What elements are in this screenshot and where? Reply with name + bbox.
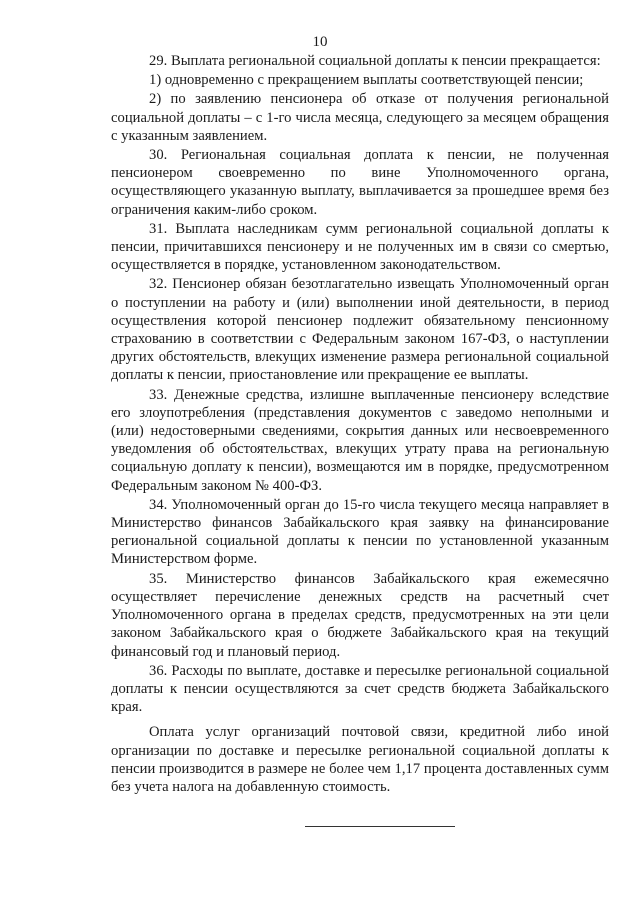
paragraph-33: 33. Денежные средства, излишне выплаченные пенсионеру вследствие его злоупотребления (представления документов с заведомо неполными и (или) недостоверными сведениями, сокрытия данных или несвоевременного уведомления об обстоятельствах, влекущих утрату права на региональную социальную доплату к пенсии), возмещаются им в порядке, предусмотренном Федеральным законом № 400-ФЗ. — [111, 386, 609, 494]
paragraph-29: 29. Выплата региональной социальной доплаты к пенсии прекращается: — [149, 53, 601, 69]
paragraph-35: 35. Министерство финансов Забайкальского края ежемесячно осуществляет перечисление денежных средств на расчетный счет Уполномоченного органа в пределах средств, предусмотренных на эти цели законом Забайкальского края о бюджете Забайкальского края на текущий финансовый год и плановый период. — [111, 570, 609, 660]
paragraph-30: 30. Региональная социальная доплата к пенсии, не полученная пенсионером своевременно по вине Уполномоченного органа, осуществляющего указанную выплату, выплачивается за прошедшее время без ограничения каким-либо сроком. — [111, 147, 609, 218]
paragraph-31: 31. Выплата наследникам сумм региональной социальной доплаты к пенсии, причитавшихся пенсионеру и не полученных им в связи со смертью, осуществляется в порядке, установленном законодательством. — [111, 220, 609, 274]
document-body — [111, 52, 609, 796]
paragraph-32: 32. Пенсионер обязан безотлагательно извещать Уполномоченный орган о поступлении на работу и (или) выполнении иной деятельности, в период осуществления которой пенсионер подлежит обязательному пенсионному страхованию в соответствии с Федеральным законом 167-ФЗ, о наступлении других обстоятельств, влекущих изменение размера региональной социальной доплаты к пенсии, приостановление или прекращение ее выплаты. — [111, 276, 609, 384]
paragraph-34: 34. Уполномоченный орган до 15-го числа текущего месяца направляет в Министерство финансов Забайкальского края заявку на финансирование региональной социальной доплаты к пенсии по установленной указанным Министерством форме. — [111, 496, 609, 568]
paragraph-36-payment: Оплата услуг организаций почтовой связи, кредитной либо иной организации по доставке и пересылке региональной социальной доплаты к пенсии производится в размере не более чем 1,17 процента доставленных сумм без учета налога на добавленную стоимость. — [111, 724, 609, 795]
paragraph-29-item-2: 2) по заявлению пенсионера об отказе от получения региональной социальной доплаты – с 1-го числа месяца, следующего за месяцем обращения с указанным заявлением. — [111, 91, 609, 144]
paragraph-29-item-1: 1) одновременно с прекращением выплаты соответствующей пенсии; — [149, 72, 584, 89]
end-of-document-line — [305, 826, 455, 827]
paragraph-36: 36. Расходы по выплате, доставке и пересылке региональной социальной доплаты к пенсии осуществляются за счет средств бюджета Забайкальского края. — [111, 662, 609, 716]
page-number: 10 — [312, 34, 328, 50]
